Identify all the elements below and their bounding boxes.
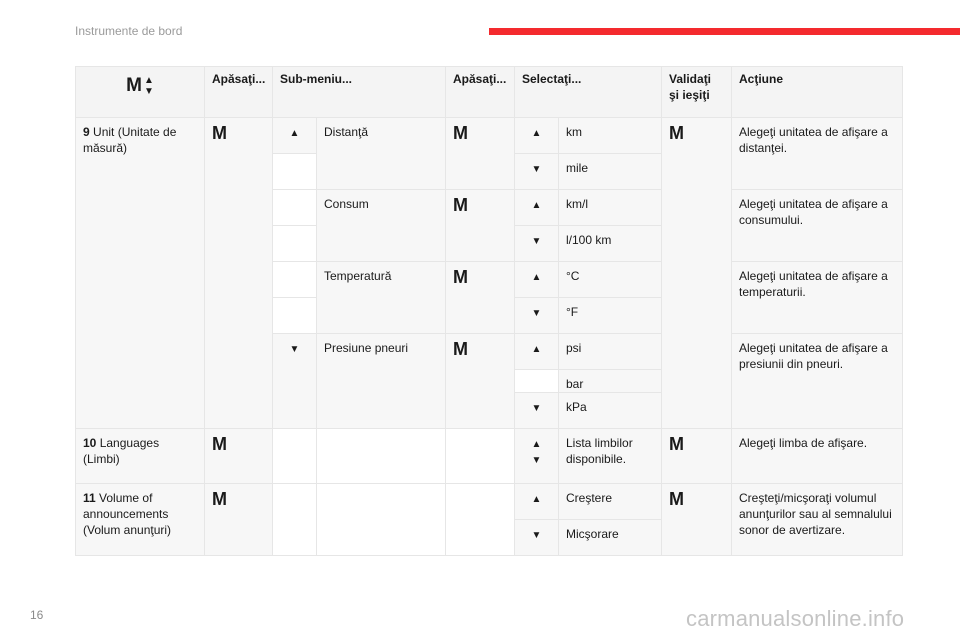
empty-cell <box>273 226 317 262</box>
empty-cell <box>446 484 515 556</box>
menu-m-icon: M <box>453 339 468 359</box>
press-cell <box>446 190 515 262</box>
header-menu-arrows <box>76 67 205 118</box>
option-value: l/100 km <box>559 226 662 262</box>
option-value: °F <box>559 298 662 334</box>
empty-cell <box>273 484 317 556</box>
arrow-up-icon: ▲ <box>289 128 300 139</box>
page-number: 16 <box>30 608 44 622</box>
arrow-cell <box>515 190 559 226</box>
press-cell <box>446 118 515 190</box>
press-cell <box>205 429 273 484</box>
option-value: bar <box>559 370 662 393</box>
arrow-cell <box>515 393 559 429</box>
header-action: Acţiune <box>732 67 903 118</box>
option-value: psi <box>559 334 662 370</box>
empty-cell <box>446 429 515 484</box>
arrow-up-icon: ▲ <box>531 344 542 355</box>
watermark: carmanualsonline.info <box>686 606 905 631</box>
empty-cell <box>273 262 317 298</box>
menu-m-icon: M <box>212 434 227 454</box>
arrow-cell <box>515 262 559 298</box>
option-value: Micşorare <box>559 520 662 556</box>
empty-cell <box>273 298 317 334</box>
arrow-cell <box>515 298 559 334</box>
press-cell <box>205 118 273 429</box>
arrow-cell <box>515 334 559 370</box>
arrow-down-icon: ▼ <box>531 530 542 541</box>
menu-m-icon: M <box>669 434 684 454</box>
submenu-item: Distanţă <box>317 118 446 190</box>
arrow-down-icon: ▼ <box>531 403 542 414</box>
arrow-down-icon: ▼ <box>531 164 542 175</box>
option-value: °C <box>559 262 662 298</box>
option-value: kPa <box>559 393 662 429</box>
menu-cell-volume: 11 Volume of announcements (Volum anunţuri) <box>76 484 205 556</box>
header-select: Selectaţi... <box>515 67 662 118</box>
press-cell <box>446 334 515 429</box>
action-text: Alegeţi unitatea de afişare a consumului. <box>732 190 903 262</box>
header-submenu: Sub-meniu... <box>273 67 446 118</box>
menu-cell-unit: 9 Unit (Unitate de măsură) <box>76 118 205 429</box>
press-cell <box>446 262 515 334</box>
option-value: Lista limbilor disponibile. <box>559 429 662 484</box>
press-cell <box>205 484 273 556</box>
menu-m-icon: M <box>669 123 684 143</box>
menu-m-icon: M <box>212 489 227 509</box>
action-text: Alegeţi limba de afişare. <box>732 429 903 484</box>
empty-cell <box>273 429 317 484</box>
submenu-item: Consum <box>317 190 446 262</box>
arrow-up-icon: ▲ <box>531 272 542 283</box>
arrow-cell <box>515 154 559 190</box>
table-header-row <box>76 67 903 118</box>
menu-arrows-icon: M ▲ ▼ <box>126 75 154 97</box>
menu-m-icon: M <box>453 267 468 287</box>
up-down-arrows-icon: ▲ ▼ <box>531 439 542 466</box>
empty-cell <box>273 154 317 190</box>
menu-m-icon: M <box>453 123 468 143</box>
menu-m-icon: M <box>669 489 684 509</box>
header-press-1: Apăsaţi... <box>205 67 273 118</box>
action-text: Creşteţi/micşoraţi volumul anunţurilor sau al semnalului sonor de avertizare. <box>732 484 903 556</box>
option-value: mile <box>559 154 662 190</box>
action-text: Alegeţi unitatea de afişare a distanţei. <box>732 118 903 190</box>
settings-table <box>75 66 903 556</box>
action-text: Alegeţi unitatea de afişare a presiunii din pneuri. <box>732 334 903 429</box>
validate-cell <box>662 118 732 429</box>
empty-cell <box>273 190 317 226</box>
arrow-cell <box>273 334 317 429</box>
arrow-up-icon: ▲ <box>531 494 542 505</box>
empty-cell <box>515 370 559 393</box>
arrow-cell <box>515 520 559 556</box>
section-title: Instrumente de bord <box>75 24 183 38</box>
table-row <box>76 429 903 484</box>
table-row <box>76 118 903 154</box>
arrow-down-icon: ▼ <box>289 344 300 355</box>
menu-m-icon: M <box>453 195 468 215</box>
option-value: km <box>559 118 662 154</box>
arrow-down-icon: ▼ <box>531 236 542 247</box>
empty-cell <box>317 429 446 484</box>
validate-cell <box>662 429 732 484</box>
arrow-cell <box>515 484 559 520</box>
arrow-cell <box>515 226 559 262</box>
submenu-item: Temperatură <box>317 262 446 334</box>
menu-m-icon: M <box>212 123 227 143</box>
header-accent-bar <box>489 28 960 35</box>
submenu-item: Presiune pneuri <box>317 334 446 429</box>
action-text: Alegeţi unitatea de afişare a temperaturii. <box>732 262 903 334</box>
option-value: Creştere <box>559 484 662 520</box>
validate-cell <box>662 484 732 556</box>
arrow-up-icon: ▲ <box>531 200 542 211</box>
header-validate: Validaţi şi ieşiţi <box>662 67 732 118</box>
arrow-cell <box>515 118 559 154</box>
arrow-up-icon: ▲ <box>531 128 542 139</box>
table-row <box>76 484 903 520</box>
option-value: km/l <box>559 190 662 226</box>
arrow-cell <box>515 429 559 484</box>
arrow-down-icon: ▼ <box>531 308 542 319</box>
header-press-2: Apăsaţi... <box>446 67 515 118</box>
empty-cell <box>317 484 446 556</box>
menu-cell-languages: 10 Languages (Limbi) <box>76 429 205 484</box>
arrow-cell <box>273 118 317 154</box>
